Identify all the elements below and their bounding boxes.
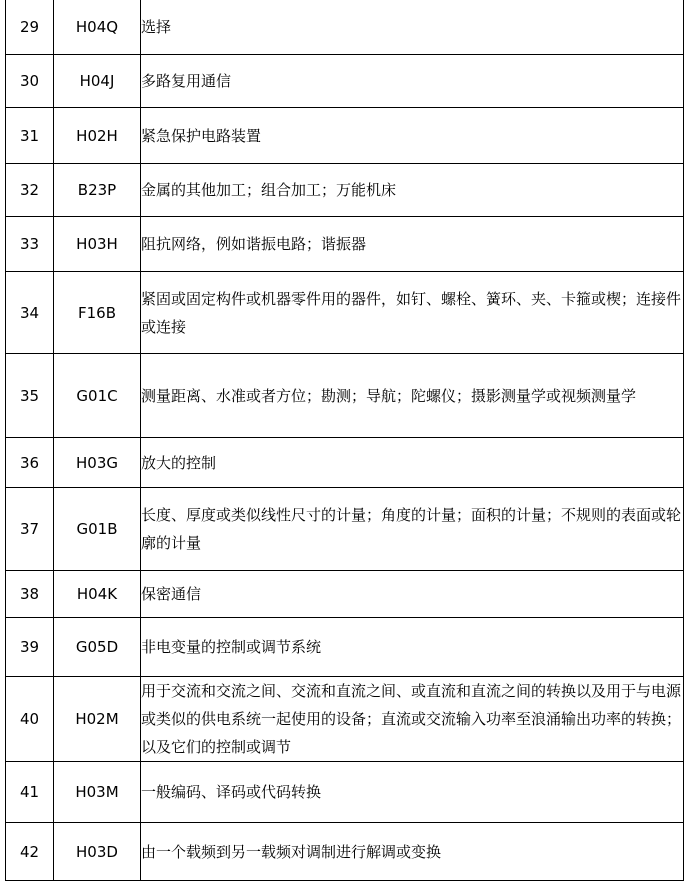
table-row bbox=[6, 164, 684, 217]
ipc-code: B23P bbox=[54, 164, 141, 217]
table-row bbox=[6, 488, 684, 571]
ipc-description: 测量距离、水准或者方位；勘测；导航；陀螺仪；摄影测量学或视频测量学 bbox=[141, 354, 684, 438]
row-number: 29 bbox=[6, 0, 54, 55]
row-number: 34 bbox=[6, 272, 54, 354]
table-row bbox=[6, 762, 684, 823]
ipc-description: 紧固或固定构件或机器零件用的器件，如钉、螺栓、簧环、夹、卡箍或楔；连接件或连接 bbox=[141, 272, 684, 354]
row-number: 35 bbox=[6, 354, 54, 438]
row-number: 30 bbox=[6, 55, 54, 108]
table-row bbox=[6, 272, 684, 354]
ipc-description: 紧急保护电路装置 bbox=[141, 108, 684, 164]
table-row bbox=[6, 823, 684, 881]
row-number: 41 bbox=[6, 762, 54, 823]
ipc-code: G05D bbox=[54, 618, 141, 677]
table-row bbox=[6, 677, 684, 762]
row-number: 39 bbox=[6, 618, 54, 677]
row-number: 32 bbox=[6, 164, 54, 217]
ipc-code: H04K bbox=[54, 571, 141, 618]
row-number: 31 bbox=[6, 108, 54, 164]
ipc-description: 保密通信 bbox=[141, 571, 684, 618]
ipc-description: 金属的其他加工；组合加工；万能机床 bbox=[141, 164, 684, 217]
ipc-code: H04Q bbox=[54, 0, 141, 55]
table-row bbox=[6, 55, 684, 108]
ipc-description: 由一个载频到另一载频对调制进行解调或变换 bbox=[141, 823, 684, 881]
ipc-code: H03H bbox=[54, 217, 141, 272]
ipc-code: H02M bbox=[54, 677, 141, 762]
ipc-code: H02H bbox=[54, 108, 141, 164]
ipc-code: G01B bbox=[54, 488, 141, 571]
row-number: 37 bbox=[6, 488, 54, 571]
ipc-code: F16B bbox=[54, 272, 141, 354]
ipc-description: 阻抗网络，例如谐振电路；谐振器 bbox=[141, 217, 684, 272]
table-row bbox=[6, 438, 684, 488]
ipc-classification-table bbox=[5, 0, 684, 881]
row-number: 40 bbox=[6, 677, 54, 762]
ipc-description: 选择 bbox=[141, 0, 684, 55]
ipc-code: H03G bbox=[54, 438, 141, 488]
ipc-description: 非电变量的控制或调节系统 bbox=[141, 618, 684, 677]
ipc-description: 多路复用通信 bbox=[141, 55, 684, 108]
row-number: 33 bbox=[6, 217, 54, 272]
ipc-code: H03M bbox=[54, 762, 141, 823]
row-number: 38 bbox=[6, 571, 54, 618]
ipc-description: 一般编码、译码或代码转换 bbox=[141, 762, 684, 823]
row-number: 36 bbox=[6, 438, 54, 488]
ipc-code: H04J bbox=[54, 55, 141, 108]
table-row bbox=[6, 618, 684, 677]
ipc-description: 放大的控制 bbox=[141, 438, 684, 488]
table-row bbox=[6, 571, 684, 618]
table-row bbox=[6, 217, 684, 272]
ipc-description: 用于交流和交流之间、交流和直流之间、或直流和直流之间的转换以及用于与电源或类似的供电系统一起使用的设备；直流或交流输入功率至浪涌输出功率的转换；以及它们的控制或调节 bbox=[141, 677, 684, 762]
ipc-code: H03D bbox=[54, 823, 141, 881]
table-row bbox=[6, 354, 684, 438]
row-number: 42 bbox=[6, 823, 54, 881]
table-row bbox=[6, 0, 684, 55]
ipc-code: G01C bbox=[54, 354, 141, 438]
table-row bbox=[6, 108, 684, 164]
ipc-description: 长度、厚度或类似线性尺寸的计量；角度的计量；面积的计量；不规则的表面或轮廓的计量 bbox=[141, 488, 684, 571]
